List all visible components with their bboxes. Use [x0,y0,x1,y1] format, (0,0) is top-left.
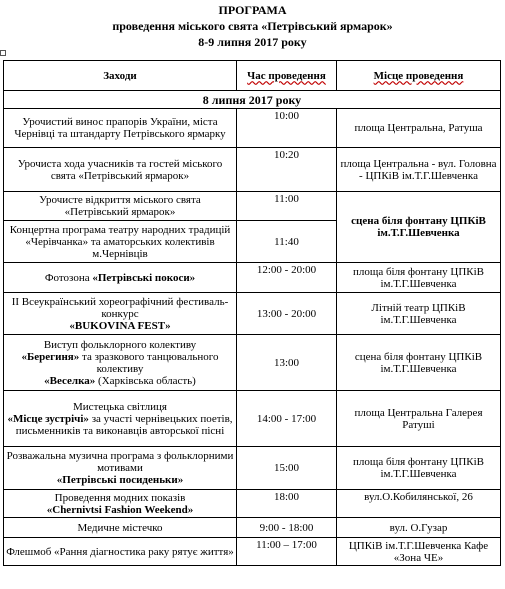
event-cell: Концертна програма театру народних традицій «Черівчанка» та аматорських колективів м.Чернівців [4,221,237,263]
table-row [4,538,501,566]
place-cell: сцена біля фонтану ЦПКіВ ім.Т.Г.Шевченка [337,192,501,263]
event-cell: ІІ Всеукраїнський хореографічний фестиваль-конкурс «BUKOVINA FEST» [4,293,237,335]
time-cell: 9:00 - 18:00 [237,518,337,538]
place-cell: вул. О.Гузар [337,518,501,538]
place-cell: ЦПКіВ ім.Т.Г.Шевченка Кафе «Зона ЧЕ» [337,538,501,566]
event-cell: Урочиста хода учасників та гостей міського свята «Петрівський ярмарок» [4,148,237,192]
event-cell: Фотозона «Петрівські покоси» [4,263,237,293]
table-row [4,518,501,538]
table-row [4,148,501,192]
table-row [4,335,501,391]
event-cell: Мистецька світлиця «Місце зустрічі» за участі чернівецьких поетів, письменників та виконавців авторської пісні [4,391,237,447]
table-header-row [4,61,501,91]
table-row [4,263,501,293]
place-cell: площа біля фонтану ЦПКіВ ім.Т.Г.Шевченка [337,447,501,490]
column-header-place: Місце проведення [337,61,501,91]
event-cell: Проведення модних показів «Chernivtsi Fashion Weekend» [4,490,237,518]
page-dates: 8-9 липня 2017 року [198,35,307,49]
event-cell: Урочистий винос прапорів України, міста Чернівці та штандарту Петрівського ярмарку [4,109,237,148]
day-row [4,91,501,109]
table-row [4,447,501,490]
table-row [4,490,501,518]
table-row [4,293,501,335]
program-table [3,60,501,566]
time-cell: 12:00 - 20:00 [237,263,337,293]
time-cell: 13:00 [237,335,337,391]
page-title: ПРОГРАМА [218,3,287,17]
place-cell: сцена біля фонтану ЦПКіВ ім.Т.Г.Шевченка [337,335,501,391]
time-cell: 15:00 [237,447,337,490]
table-row [4,391,501,447]
table-move-handle[interactable] [0,50,6,56]
place-cell: площа Центральна, Ратуша [337,109,501,148]
table-row [4,109,501,148]
place-cell: площа Центральна - вул. Головна - ЦПКіВ ім.Т.Г.Шевченка [337,148,501,192]
event-cell: Урочисте відкриття міського свята «Петрівський ярмарок» [4,192,237,221]
column-header-events: Заходи [4,61,237,91]
column-header-time: Час проведення [237,61,337,91]
time-cell: 18:00 [237,490,337,518]
day-label: 8 липня 2017 року [4,91,501,109]
time-cell: 13:00 - 20:00 [237,293,337,335]
event-cell: Медичне містечко [4,518,237,538]
event-cell: Розважальна музична програма з фольклорними мотивами «Петрівські посиденьки» [4,447,237,490]
event-cell: Виступ фольклорного колективу «Берегиня» та зразкового танцювального колективу «Веселка» (Харківська область) [4,335,237,391]
page-subtitle: проведення міського свята «Петрівський ярмарок» [112,19,393,33]
time-cell: 11:40 [237,221,337,263]
time-cell: 11:00 [237,192,337,221]
time-cell: 10:00 [237,109,337,148]
place-cell: Літній театр ЦПКіВ ім.Т.Г.Шевченка [337,293,501,335]
table-row [4,192,501,221]
place-cell: вул.О.Кобилянської, 26 [337,490,501,518]
place-cell: площа біля фонтану ЦПКіВ ім.Т.Г.Шевченка [337,263,501,293]
time-cell: 11:00 – 17:00 [237,538,337,566]
event-cell: Флешмоб «Рання діагностика раку рятує життя» [4,538,237,566]
time-cell: 14:00 - 17:00 [237,391,337,447]
place-cell: площа Центральна Галерея Ратуші [337,391,501,447]
time-cell: 10:20 [237,148,337,192]
